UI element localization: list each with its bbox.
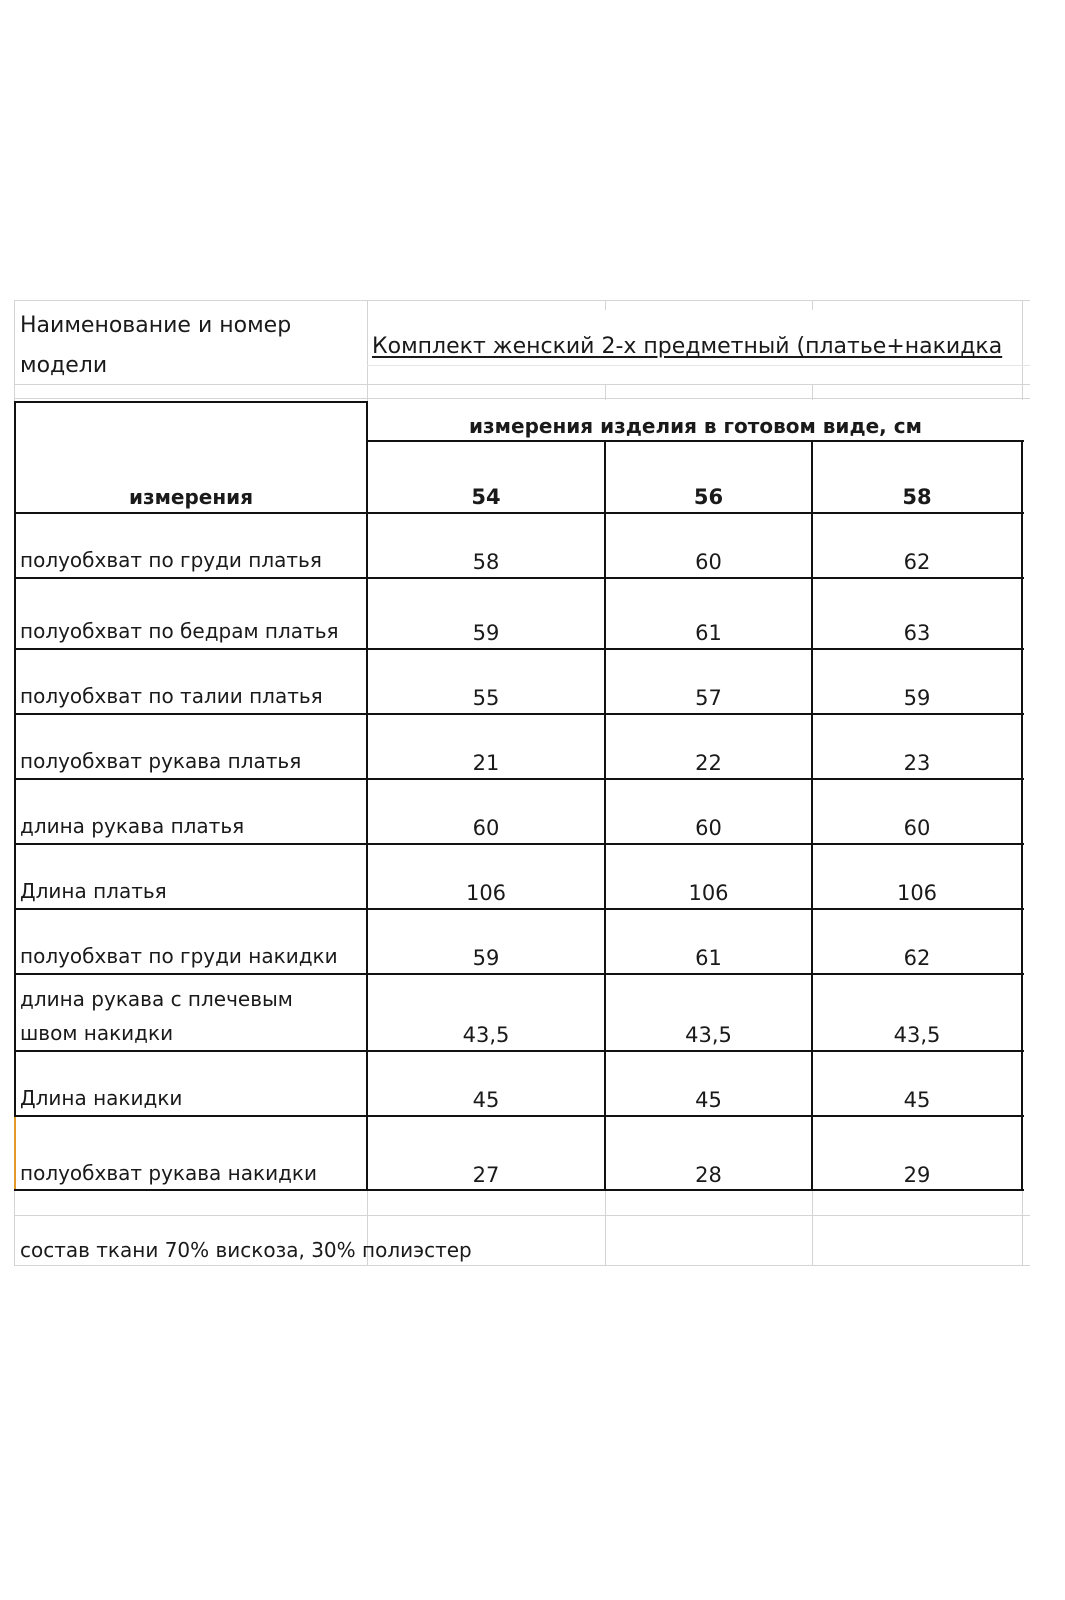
gridline [812, 1191, 813, 1265]
table-cell: 60 [695, 550, 722, 574]
table-cell: 43,5 [462, 1023, 510, 1047]
row-header: измерения [128, 485, 254, 509]
row-label: Длина платья [20, 879, 167, 903]
table-border [14, 713, 1024, 715]
row-label-line2: швом накидки [20, 1021, 174, 1045]
size-header: 56 [693, 485, 724, 509]
row-label: полуобхват по бедрам платья [20, 619, 339, 643]
table-cell: 45 [903, 1088, 931, 1112]
gridline [14, 1265, 1030, 1266]
table-border [14, 973, 1024, 975]
cell-selection-mark [14, 1117, 16, 1189]
table-border [14, 908, 1024, 910]
gridline [14, 384, 1030, 385]
table-cell: 23 [903, 751, 931, 775]
table-cell: 59 [472, 946, 500, 970]
gridline [812, 300, 813, 310]
table-cell: 62 [903, 946, 931, 970]
gridline [14, 300, 1030, 301]
table-cell: 57 [695, 686, 722, 710]
table-cell: 62 [903, 550, 931, 574]
table-cell: 63 [903, 621, 931, 645]
row-label: Длина накидки [20, 1086, 183, 1110]
row-label: полуобхват по талии платья [20, 684, 323, 708]
model-title: Комплект женский 2-х предметный (платье+накидка [372, 334, 1003, 359]
table-border [14, 401, 368, 403]
table-border [366, 401, 368, 1191]
table-cell: 61 [695, 621, 722, 645]
table-border [367, 440, 1024, 442]
table-cell: 59 [472, 621, 500, 645]
gridline [1022, 1191, 1023, 1265]
table-cell: 43,5 [893, 1023, 941, 1047]
table-cell: 55 [472, 686, 500, 710]
table-cell: 28 [695, 1163, 722, 1187]
table-border [14, 401, 16, 1191]
table-cell: 58 [472, 550, 500, 574]
table-border [14, 1189, 1024, 1191]
table-cell: 45 [695, 1088, 722, 1112]
gridline [14, 398, 1030, 399]
table-border [14, 1050, 1024, 1052]
row-label: длина рукава платья [20, 814, 245, 838]
table-border [14, 512, 1024, 514]
model-label-line1: Наименование и номер [20, 313, 292, 338]
size-header: 58 [902, 485, 932, 509]
table-border [14, 577, 1024, 579]
gridline [14, 1215, 1030, 1216]
table-cell: 59 [903, 686, 931, 710]
row-label: полуобхват по груди платья [20, 548, 322, 572]
table-cell: 106 [688, 881, 729, 905]
table-cell: 43,5 [685, 1023, 732, 1047]
group-header: измерения изделия в готовом виде, см [469, 414, 922, 438]
fabric-composition: состав ткани 70% вискоза, 30% полиэстер [20, 1238, 472, 1262]
gridline [367, 300, 368, 404]
table-cell: 22 [695, 751, 722, 775]
table-cell: 27 [472, 1163, 500, 1187]
gridline [605, 300, 606, 310]
table-cell: 61 [695, 946, 722, 970]
gridline [605, 1191, 606, 1265]
table-cell: 60 [903, 816, 931, 840]
table-cell: 29 [903, 1163, 931, 1187]
table-cell: 106 [896, 881, 938, 905]
model-label-line2: модели [20, 353, 108, 378]
gridline [605, 384, 606, 400]
row-label: полуобхват по груди накидки [20, 944, 338, 968]
table-cell: 60 [472, 816, 500, 840]
table-border [14, 1115, 1024, 1117]
table-border [14, 778, 1024, 780]
table-cell: 21 [472, 751, 500, 775]
size-header: 54 [471, 485, 501, 509]
gridline [812, 384, 813, 400]
row-label: полуобхват рукава накидки [20, 1161, 317, 1185]
table-cell: 60 [695, 816, 722, 840]
table-border [14, 843, 1024, 845]
table-border [14, 648, 1024, 650]
table-cell: 45 [472, 1088, 500, 1112]
row-label-line1: длина рукава с плечевым [20, 987, 293, 1011]
table-cell: 106 [465, 881, 507, 905]
row-label: полуобхват рукава платья [20, 749, 302, 773]
